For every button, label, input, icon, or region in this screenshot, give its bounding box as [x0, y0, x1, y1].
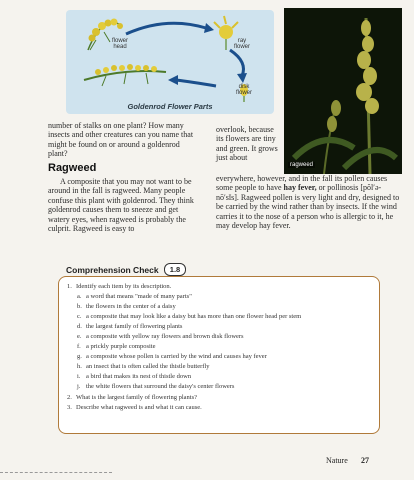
paragraph-ragweed-right	[216, 174, 404, 230]
question-1	[67, 283, 171, 290]
ragweed-left-text: A composite that you may not want to be around in the fall is ragweed. Many people confuse this plant with goldenrod. They think goldenrod causes them to sneeze and get watery eyes, when ragweed is probably the culprit. Ragweed is easy to	[48, 177, 194, 234]
question-number: 2.	[67, 394, 72, 401]
flower-head-label: flower head	[111, 38, 128, 50]
ragweed-right-text-b: or pollinosis [pŏl′ə-nō′sĭs]. Ragweed pollen is very light and dry, designed to be carried by the wind rather than by insects. If the wind carries it to the nose of a person who is allergic to it, he may develop hay fever.	[216, 183, 400, 231]
section-heading-ragweed: Ragweed	[48, 162, 97, 174]
diagram-illustration	[66, 10, 274, 114]
item-text: an insect that is often called the thistle butterfly	[86, 363, 210, 370]
item-text: the flowers in the center of a daisy	[86, 303, 176, 310]
goldenrod-stem-illustration	[84, 64, 166, 86]
list-item	[77, 293, 192, 300]
question-text: What is the largest family of flowering plants?	[76, 394, 197, 401]
footer-section-name: Nature	[326, 456, 348, 465]
page-number: 27	[361, 456, 369, 465]
ragweed-right-text-a: everywhere, however, and in the fall its pollen causes some people to have	[216, 174, 388, 193]
photo-caption: ragweed	[290, 162, 314, 168]
item-text: a prickly purple composite	[86, 343, 156, 350]
list-item	[77, 343, 156, 350]
disk-flower-label: disk flower	[235, 84, 252, 96]
item-label: i.	[77, 373, 81, 380]
paragraph-ragweed-left	[48, 177, 200, 233]
item-text: a composite whose pollen is carried by the wind and causes hay fever	[86, 353, 267, 360]
paragraph-goldenrod-end: number of stalks on one plant? How many insects and other creatures can you name that might be found on or around a goldenrod plant?	[48, 121, 194, 159]
ragweed-photo	[284, 8, 402, 174]
item-text: the white flowers that surround the daisy's center flowers	[86, 383, 235, 390]
comprehension-check-badge: 1.8	[164, 263, 186, 276]
question-2	[67, 394, 197, 401]
list-item	[77, 333, 244, 340]
question-number: 3.	[67, 404, 72, 411]
goldenrod-flower-parts-diagram	[66, 10, 274, 114]
item-text: a word that means "made of many parts"	[86, 293, 192, 300]
question-text: Identify each item by its description.	[76, 283, 172, 290]
question-text: Describe what ragweed is and what it can cause.	[76, 404, 202, 411]
list-item	[77, 383, 234, 390]
item-label: b.	[77, 303, 82, 310]
list-item	[77, 363, 209, 370]
list-item	[77, 303, 176, 310]
item-label: f.	[77, 343, 81, 350]
diagram-title: Goldenrod Flower Parts	[127, 102, 213, 111]
ray-flower-label: ray flower	[233, 38, 250, 50]
item-label: j.	[77, 383, 81, 390]
item-label: g.	[77, 353, 82, 360]
comprehension-check-box	[58, 276, 380, 434]
paragraph-ragweed-right-top: overlook, because its flowers are tiny and green. It grows just about	[216, 125, 278, 163]
item-label: d.	[77, 323, 82, 330]
item-label: e.	[77, 333, 82, 340]
question-number: 1.	[67, 283, 72, 290]
item-label: c.	[77, 313, 82, 320]
item-text: a composite that may look like a daisy but has more than one flower head per stem	[86, 313, 302, 320]
item-text: a composite with yellow ray flowers and brown disk flowers	[86, 333, 244, 340]
item-label: h.	[77, 363, 82, 370]
item-text: the largest family of flowering plants	[86, 323, 183, 330]
list-item	[77, 313, 301, 320]
ragweed-plant-illustration	[284, 8, 402, 174]
term-hay-fever: hay fever,	[283, 183, 317, 193]
item-text: a bird that makes its nest of thistle down	[86, 373, 192, 380]
list-item	[77, 373, 191, 380]
question-3	[67, 404, 202, 411]
list-item	[77, 353, 267, 360]
item-label: a.	[77, 293, 82, 300]
bottom-divider	[0, 472, 112, 473]
comprehension-check-title: Comprehension Check	[66, 265, 159, 275]
list-item	[77, 323, 182, 330]
